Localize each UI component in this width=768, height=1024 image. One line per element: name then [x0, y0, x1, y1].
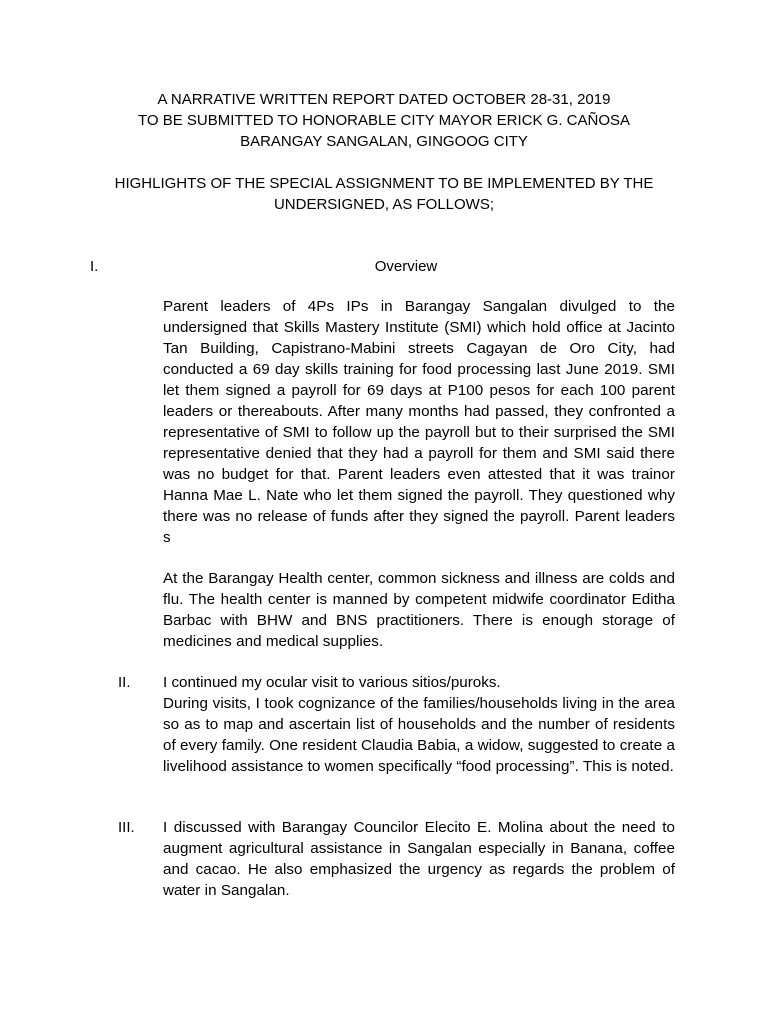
- report-title-line-2: TO BE SUBMITTED TO HONORABLE CITY MAYOR ERICK G. CAÑOSA: [137, 112, 631, 129]
- section-3-number: III.: [118, 819, 135, 836]
- section-3-paragraph: I discussed with Barangay Councilor Elecito E. Molina about the need to augment agricultural assistance in Sangalan especially in Banana, coffee and cacao. He also emphasized the urgency as regards the problem of water in Sangalan.: [163, 819, 675, 899]
- section-1-paragraph-2: At the Barangay Health center, common sickness and illness are colds and flu. The health center is manned by competent midwife coordinator Editha Barbac with BHW and BNS practitioners. There is enough storage of medicines and medical supplies.: [163, 570, 675, 650]
- section-1-number: I.: [90, 258, 99, 275]
- report-title-line-1: A NARRATIVE WRITTEN REPORT DATED OCTOBER 28-31, 2019: [157, 91, 611, 108]
- section-2-first-line: I continued my ocular visit to various sitios/puroks.: [163, 674, 501, 691]
- section-2-number: II.: [118, 674, 131, 691]
- highlights-heading-line-2: UNDERSIGNED, AS FOLLOWS;: [273, 196, 495, 213]
- section-1-paragraph-1: Parent leaders of 4Ps IPs in Barangay Sangalan divulged to the undersigned that Skills Mastery Institute (SMI) which hold office at Jacinto Tan Building, Capistrano-Mabini streets Cagayan de Oro City, had conducted a 69 day skills training for food processing last June 2019. SMI let them signed a payroll for 69 days at P100 pesos for each 100 parent leaders or thereabouts. After many months had passed, they confronted a representative of SMI to follow up the payroll but to their surprised the SMI representative denied that they had a payroll for them and SMI said there was no budget for that. Parent leaders even attested that it was trainor Hanna Mae L. Nate who let them signed the payroll. They questioned why there was no release of funds after they signed the payroll. Parent leaders s: [163, 298, 675, 546]
- highlights-heading-line-1: HIGHLIGHTS OF THE SPECIAL ASSIGNMENT TO BE IMPLEMENTED BY THE: [114, 175, 654, 192]
- report-title-line-3: BARANGAY SANGALAN, GINGOOG CITY: [240, 133, 528, 150]
- section-2-paragraph: During visits, I took cognizance of the families/households living in the area so as to map and ascertain list of households and the number of residents of every family. One resident Claudia Babia, a widow, suggested to create a livelihood assistance to women specifically “food processing”. This is noted.: [163, 695, 675, 775]
- section-1-title: Overview: [374, 258, 438, 275]
